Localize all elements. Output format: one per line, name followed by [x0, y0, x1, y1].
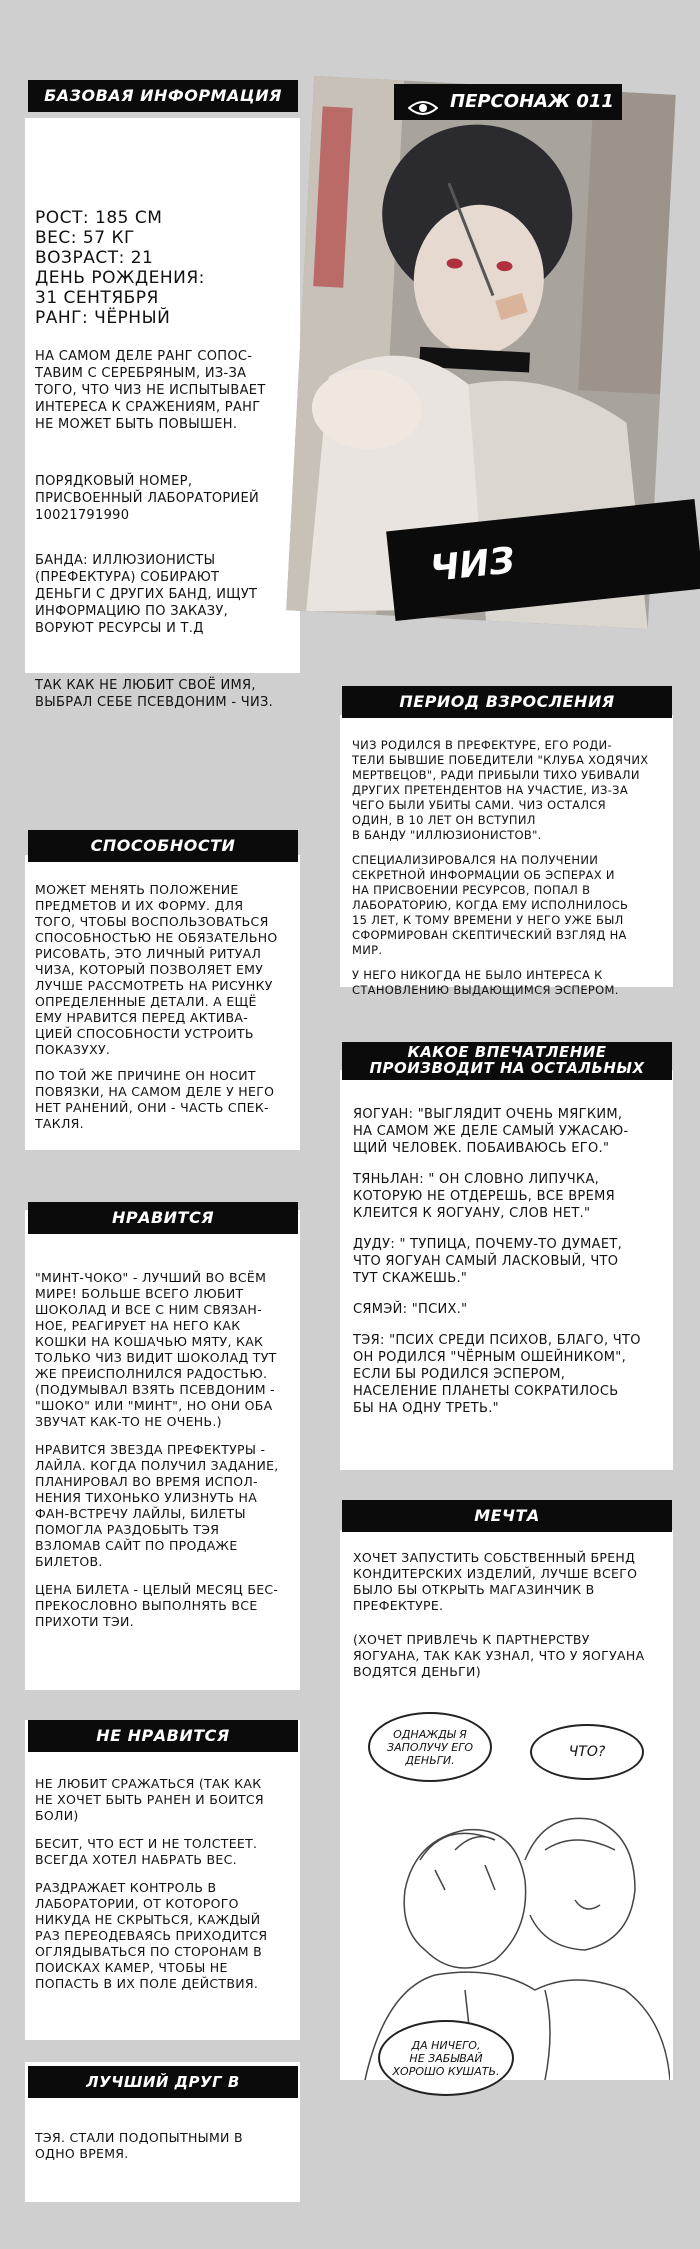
- abilities-p1: МОЖЕТ МЕНЯТЬ ПОЛОЖЕНИЕ ПРЕДМЕТОВ И ИХ ФОРМУ. ДЛЯ ТОГО, ЧТОБЫ ВОСПОЛЬЗОВАТЬСЯ СПОСОБНОСТЬЮ НЕ ОБЯЗАТЕЛЬНО РИСОВАТЬ, ЭТО ЛИЧНЫЙ РИТУАЛ ЧИЗА, КОТОРЫЙ ПОЗВОЛЯЕТ ЕМУ ЛУЧШЕ РАССМОТРЕТЬ НА РИСУНКУ ОПРЕДЕЛЕННЫЕ ДЕТАЛИ. А ЕЩЁ ЕМУ НРАВИТСЯ ПЕРЕД АКТИВА- ЦИЕЙ СПОСОБНОСТИ УСТРОИТЬ ПОКАЗУХУ.: [35, 882, 278, 1057]
- character-number: ПЕРСОНАЖ 011: [450, 91, 614, 112]
- basic-stats: РОСТ: 185 СМ ВЕС: 57 КГ ВОЗРАСТ: 21 ДЕНЬ РОЖДЕНИЯ: 31 СЕНТЯБРЯ РАНГ: ЧЁРНЫЙ: [35, 208, 205, 328]
- impression-header: [342, 1042, 672, 1080]
- impression-tianlang: ТЯНЬЛАН: " ОН СЛОВНО ЛИПУЧКА, КОТОРУЮ НЕ ОТДЕРЕШЬ, ВСЕ ВРЕМЯ КЛЕИТСЯ К ЯОГУАНУ, СЛОВ НЕТ.": [353, 1172, 615, 1221]
- growing-up-header: ПЕРИОД ВЗРОСЛЕНИЯ: [342, 686, 672, 718]
- likes-header: НРАВИТСЯ: [28, 1202, 298, 1234]
- impression-yaoguang: ЯОГУАН: "ВЫГЛЯДИТ ОЧЕНЬ МЯГКИМ, НА САМОМ ЖЕ ДЕЛЕ САМЫЙ УЖАСАЮ- ЩИЙ ЧЕЛОВЕК. ПОБАИВАЮСЬ ЕГО.": [353, 1107, 629, 1156]
- likes-p3: ЦЕНА БИЛЕТА - ЦЕЛЫЙ МЕСЯЦ БЕС- ПРЕКОСЛОВНО ВЫПОЛНЯТЬ ВСЕ ПРИХОТИ ТЭИ.: [35, 1582, 279, 1629]
- abilities-header: СПОСОБНОСТИ: [28, 830, 298, 862]
- bestfriend-p1: ТЭЯ. СТАЛИ ПОДОПЫТНЫМИ В ОДНО ВРЕМЯ.: [35, 2130, 243, 2161]
- dislikes-p3: РАЗДРАЖАЕТ КОНТРОЛЬ В ЛАБОРАТОРИИ, ОТ КОТОРОГО НИКУДА НЕ СКРЫТЬСЯ, КАЖДЫЙ РАЗ ПЕРЕОДЕВАЯСЬ ПРИХОДИТСЯ ОГЛЯДЫВАТЬСЯ ПО СТОРОНАМ В ПОИСКАХ КАМЕР, ЧТОБЫ НЕ ПОПАСТЬ В ИХ ПОЛЕ ДЕЙСТВИЯ.: [35, 1880, 268, 1991]
- speech-bubble-what: ЧТО?: [530, 1724, 644, 1780]
- dislikes-p2: БЕСИТ, ЧТО ЕСТ И НЕ ТОЛСТЕЕТ. ВСЕГДА ХОТЕЛ НАБРАТЬ ВЕС.: [35, 1836, 258, 1867]
- growing-up-text: [352, 738, 670, 1011]
- abilities-text: [35, 882, 300, 1145]
- bestfriend-text: [35, 2130, 297, 2175]
- impression-text: [353, 1106, 671, 1430]
- likes-p2: НРАВИТСЯ ЗВЕЗДА ПРЕФЕКТУРЫ - ЛАЙЛА. КОГДА ПОЛУЧИЛ ЗАДАНИЕ, ПЛАНИРОВАЛ ВО ВРЕМЯ ИСПОЛ- НЕНИЯ ТИХОНЬКО УЛИЗНУТЬ НА ФАН-ВСТРЕЧУ ЛАЙЛЫ, БИЛЕТЫ ПОМОГЛА РАЗДОБЫТЬ ТЭЯ ВЗЛОМАВ САЙТ ПО ПРОДАЖЕ БИЛЕТОВ.: [35, 1442, 279, 1569]
- eye-icon: [408, 93, 438, 109]
- dream-text: [353, 1550, 671, 1693]
- abilities-p2: ПО ТОЙ ЖЕ ПРИЧИНЕ ОН НОСИТ ПОВЯЗКИ, НА САМОМ ДЕЛЕ У НЕГО НЕТ РАНЕНИЙ, ОНИ - ЧАСТЬ СПЕК- ТАКЛЯ.: [35, 1068, 275, 1131]
- dislikes-p1: НЕ ЛЮБИТ СРАЖАТЬСЯ (ТАК КАК НЕ ХОЧЕТ БЫТЬ РАНЕН И БОИТСЯ БОЛИ): [35, 1776, 264, 1823]
- speech-bubble-money: ОДНАЖДЫ Я ЗАПОЛУЧУ ЕГО ДЕНЬГИ.: [368, 1712, 492, 1782]
- basic-info-header: БАЗОВАЯ ИНФОРМАЦИЯ: [28, 80, 298, 112]
- bestfriend-header: ЛУЧШИЙ ДРУГ В ЛАБОРАТОРИИ: [28, 2066, 298, 2098]
- dream-p2: (ХОЧЕТ ПРИВЛЕЧЬ К ПАРТНЕРСТВУ ЯОГУАНА, ТАК КАК УЗНАЛ, ЧТО У ЯОГУАНА ВОДЯТСЯ ДЕНЬГИ): [353, 1632, 645, 1679]
- dream-header: МЕЧТА: [342, 1500, 672, 1532]
- character-name: ЧИЗ: [428, 540, 517, 590]
- serial-number: ПОРЯДКОВЫЙ НОМЕР, ПРИСВОЕННЫЙ ЛАБОРАТОРИЕЙ 10021791990: [35, 474, 260, 523]
- speech-bubble-nothing: ДА НИЧЕГО, НЕ ЗАБЫВАЙ ХОРОШО КУШАТЬ.: [378, 2020, 514, 2096]
- impression-xiamei: СЯМЭЙ: "ПСИХ.": [353, 1302, 468, 1317]
- dislikes-header: НЕ НРАВИТСЯ: [28, 1720, 298, 1752]
- growing-p2: СПЕЦИАЛИЗИРОВАЛСЯ НА ПОЛУЧЕНИИ СЕКРЕТНОЙ ИНФОРМАЦИИ ОБ ЭСПЕРАХ И НА ПРИСВОЕНИИ РЕСУРСОВ, ПОПАЛ В ЛАБОРАТОРИЮ, КОГДА ЕМУ ИСПОЛНИЛОСЬ 15 ЛЕТ, К ТОМУ ВРЕМЕНИ У НЕГО УЖЕ БЫЛ СФОРМИРОВАН СКЕПТИЧЕСКИЙ ВЗГЛЯД НА МИР.: [352, 853, 629, 957]
- likes-p1: "МИНТ-ЧОКО" - ЛУЧШИЙ ВО ВСЁМ МИРЕ! БОЛЬШЕ ВСЕГО ЛЮБИТ ШОКОЛАД И ВСЕ С НИМ СВЯЗАН- НОЕ, РЕАГИРУЕТ НА НЕГО КАК КОШКИ НА КОШАЧЬЮ МЯТУ, КАК ТОЛЬКО ЧИЗ ВИДИТ ШОКОЛАД ТУТ ЖЕ ПРЕИСПОЛНИЛСЯ РАДОСТЬЮ. (ПОДУМЫВАЛ ВЗЯТЬ ПСЕВДОНИМ - "ШОКО" ИЛИ "МИНТ", НО ОНИ ОБА ЗВУЧАТ КАК-ТО НЕ ОЧЕНЬ.): [35, 1270, 277, 1429]
- dream-p1: ХОЧЕТ ЗАПУСТИТЬ СОБСТВЕННЫЙ БРЕНД КОНДИТЕРСКИХ ИЗДЕЛИЙ, ЛУЧШЕ ВСЕГО БЫЛО БЫ ОТКРЫТЬ МАГАЗИНЧИК В ПРЕФЕКТУРЕ.: [353, 1550, 638, 1613]
- growing-p1: ЧИЗ РОДИЛСЯ В ПРЕФЕКТУРЕ, ЕГО РОДИ- ТЕЛИ БЫВШИЕ ПОБЕДИТЕЛИ "КЛУБА ХОДЯЧИХ МЕРТВЕЦОВ", РАДИ ПРИБЫЛИ ТИХО УБИВАЛИ ДРУГИХ ПРЕТЕНДЕНТОВ НА УЧАСТИЕ, ИЗ-ЗА ЧЕГО БЫЛИ УБИТЫ САМИ. ЧИЗ ОСТАЛСЯ ОДИН, В 10 ЛЕТ ОН ВСТУПИЛ В БАНДУ "ИЛЛЮЗИОНИСТОВ".: [352, 738, 649, 842]
- pseudonym-note: ТАК КАК НЕ ЛЮБИТ СВОЁ ИМЯ, ВЫБРАЛ СЕБЕ ПСЕВДОНИМ - ЧИЗ.: [35, 678, 274, 710]
- impression-title-line2: ПРОИЗВОДИТ НА ОСТАЛЬНЫХ: [369, 1059, 645, 1077]
- likes-text: [35, 1270, 300, 1643]
- gang-info: БАНДА: ИЛЛЮЗИОНИСТЫ (ПРЕФЕКТУРА) СОБИРАЮТ ДЕНЬГИ С ДРУГИХ БАНД, ИЩУТ ИНФОРМАЦИЮ ПО ЗАКАЗУ, ВОРУЮТ РЕСУРСЫ И Т.Д: [35, 553, 258, 636]
- basic-info-text: [35, 208, 297, 724]
- growing-p3: У НЕГО НИКОГДА НЕ БЫЛО ИНТЕРЕСА К СТАНОВЛЕНИЮ ВЫДАЮЩИМСЯ ЭСПЕРОМ.: [352, 968, 619, 997]
- character-number-badge: [394, 84, 622, 120]
- impression-dudu: ДУДУ: " ТУПИЦА, ПОЧЕМУ-ТО ДУМАЕТ, ЧТО ЯОГУАН САМЫЙ ЛАСКОВЫЙ, ЧТО ТУТ СКАЖЕШЬ.": [353, 1237, 623, 1286]
- impression-title-line1: КАКОЕ ВПЕЧАТЛЕНИЕ: [407, 1043, 607, 1061]
- impression-taya: ТЭЯ: "ПСИХ СРЕДИ ПСИХОВ, БЛАГО, ЧТО ОН РОДИЛСЯ "ЧЁРНЫМ ОШЕЙНИКОМ", ЕСЛИ БЫ РОДИЛСЯ ЭСПЕРОМ, НАСЕЛЕНИЕ ПЛАНЕТЫ СОКРАТИЛОСЬ БЫ НА ОДНУ ТРЕТЬ.": [353, 1333, 641, 1416]
- rank-note: НА САМОМ ДЕЛЕ РАНГ СОПОС- ТАВИМ С СЕРЕБРЯНЫМ, ИЗ-ЗА ТОГО, ЧТО ЧИЗ НЕ ИСПЫТЫВАЕТ ИНТЕРЕСА К СРАЖЕНИЯМ, РАНГ НЕ МОЖЕТ БЫТЬ ПОВЫШЕН.: [35, 349, 266, 432]
- dislikes-text: [35, 1776, 297, 2005]
